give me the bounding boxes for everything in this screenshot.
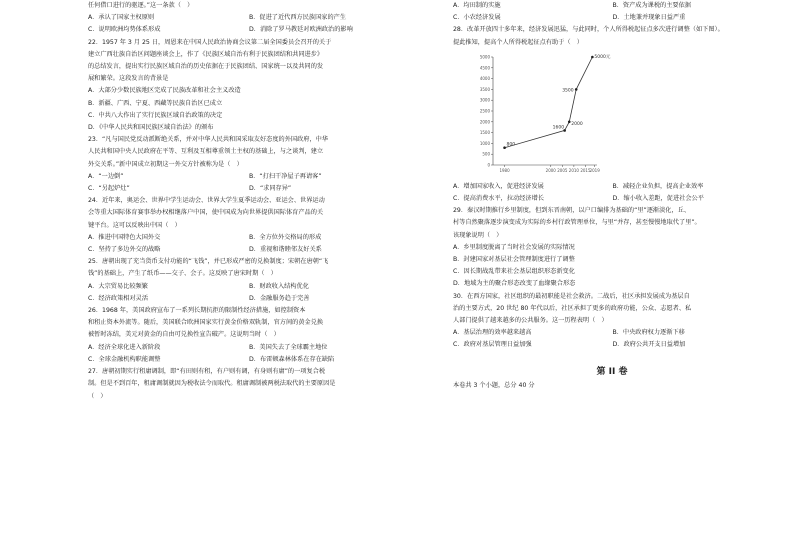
option-d: D．金融服务趋于完善 bbox=[249, 294, 310, 302]
question-29-option: D．地域为主的聚合形态改变了血缘聚合形态 bbox=[453, 280, 576, 288]
question-25-line: 25．唐朝出现了充当货币支付功能的“飞钱”，并已形成严密的兑换制度；宋朝在唐朝“飞 bbox=[88, 258, 329, 266]
question-22-option: C．中共八大作出了实行民族区域自治政策的决定 bbox=[88, 111, 223, 119]
question-30-options-2 bbox=[453, 339, 771, 351]
option-d: D．土地兼并现象日益严重 bbox=[612, 14, 686, 22]
question-28-options bbox=[453, 181, 771, 193]
question-21-options bbox=[88, 12, 410, 24]
question-29-option: B．封建国家对基层社会管理制度进行了调整 bbox=[453, 256, 575, 264]
question-23-options-2 bbox=[88, 183, 410, 195]
y-tick-label: 2500 bbox=[479, 108, 490, 114]
data-point bbox=[503, 146, 506, 149]
question-21-stem: 任何借口进行的驱逐。”这一条款（ ） bbox=[88, 2, 194, 9]
option-b: B．全方位外交格局的形成 bbox=[249, 233, 322, 241]
question-27-options-2 bbox=[453, 12, 771, 24]
question-27-line: 制。但是不到百年，租庸调制就因为税收法令而取代。租庸调制被两税法取代的主要原因是 bbox=[88, 380, 336, 388]
question-24-line: 24．近年来，奥运会、世界中学生运动会、世界大学生夏季运动会、亚运会、世界运动 bbox=[88, 197, 325, 205]
section-title: 第 II 卷 bbox=[596, 366, 628, 377]
option-b: B．“打扫干净屋子再请客” bbox=[249, 172, 322, 180]
data-label: 1600 bbox=[552, 125, 565, 131]
option-a: A．均田制的实施 bbox=[453, 2, 501, 9]
option-c: C．坚持了多边外交的战略 bbox=[88, 246, 161, 254]
question-29-option: C．因长期战乱带来社会基层组织形态新变化 bbox=[453, 268, 575, 276]
question-22-option: B．新疆、广西、宁夏、西藏等民族自治区已成立 bbox=[88, 99, 223, 107]
option-c: C．“另起炉灶” bbox=[88, 185, 130, 193]
option-c: C．提高消费水平，拉动经济增长 bbox=[453, 195, 544, 203]
question-29-option: A．乡里制度脱离了当时社会发展的实际情况 bbox=[453, 243, 575, 251]
option-b: B．促进了近代西方民族国家的产生 bbox=[249, 14, 347, 22]
tax-threshold-chart bbox=[453, 49, 771, 181]
question-24-options-2 bbox=[88, 244, 410, 256]
option-c: C．说明欧洲均势体系形成 bbox=[88, 26, 161, 34]
question-22-line: 展和繁荣。这段发言的背景是 bbox=[88, 75, 169, 83]
question-26-line: 26．1968 年，美国政府宣布了一系列长期抗拒的限制性经济措施，如控制资本 bbox=[88, 307, 306, 315]
option-d: D．消除了罗马教廷对欧洲政治的影响 bbox=[249, 26, 353, 34]
data-label: 3500 bbox=[562, 88, 574, 94]
question-30-line: 治的主要方式，20 世纪 80 年代以后，社区承担了更多的政府功能，公众、志愿者、私 bbox=[453, 304, 692, 312]
option-c: C．全球金融机构职能调整 bbox=[88, 355, 161, 363]
question-27-line: 27．唐朝初期实行租庸调制，即“有田则有租，有户则有调，有身则有庸”的一项复合税 bbox=[88, 368, 326, 376]
option-c: C．经济政策相对灵活 bbox=[88, 294, 149, 302]
option-d: D．布雷顿森林体系在存在缺陷 bbox=[249, 355, 335, 363]
option-b: B．中央政府权力逐渐下移 bbox=[612, 329, 685, 337]
option-d: D．“求同存异” bbox=[249, 185, 292, 193]
question-23-line: 人民共和国中央人民政府在平等、互利及互相尊重领土主权的基础上，与之谈判，建立 bbox=[88, 148, 324, 156]
y-tick-label: 4000 bbox=[479, 75, 490, 81]
left-column bbox=[88, 0, 410, 403]
y-tick-label: 3500 bbox=[479, 86, 490, 92]
y-tick-label: 5000 bbox=[479, 54, 490, 60]
question-24-line: 键平台。这可以反映出中国（ ） bbox=[88, 221, 181, 229]
option-d: D．缩小收入差距，促进社会公平 bbox=[612, 195, 704, 203]
question-30-line: 30．在西方国家，社区组织的最初职能是社会救济。二战后，社区承担发展成为基层自 bbox=[453, 292, 690, 300]
data-point bbox=[568, 120, 571, 123]
question-28-line: 28．改革开放四十多年来，经济发展迅猛，与此同时，个人所得税起征点多次进行调整（如下图）。 bbox=[453, 26, 724, 34]
question-28-options-2 bbox=[453, 193, 771, 205]
option-c: C．小农经济发展 bbox=[453, 14, 501, 22]
question-29-line: 该现象说明（ ） bbox=[453, 231, 503, 239]
option-a: A．推进中国特色大国外交 bbox=[88, 233, 161, 241]
option-c: C．政府对基层管理日益加强 bbox=[453, 341, 532, 349]
option-d: D．政府公共开支日益增加 bbox=[612, 341, 686, 349]
y-tick-label: 1000 bbox=[479, 140, 490, 146]
question-27-options bbox=[453, 0, 771, 12]
section-note: 本卷共 3 个小题，总分 40 分 bbox=[453, 381, 535, 389]
question-25-options-2 bbox=[88, 293, 410, 305]
question-22-option: A．大部分少数民族地区完成了民族改革和社会主义改造 bbox=[88, 87, 241, 95]
question-30-options bbox=[453, 327, 771, 339]
question-24-line: 会等重大国际体育赛事举办权相继落户中国，使中国成为向世界提供国际体育产品的关 bbox=[88, 209, 324, 217]
option-a: A．“一边倒” bbox=[88, 172, 124, 180]
option-b: B．减轻企业负担，提高企业效率 bbox=[612, 182, 704, 190]
x-tick-label: 2000 bbox=[545, 167, 556, 173]
x-tick-label: 2015 bbox=[580, 167, 591, 173]
question-22-line: 的总结发言，提出实行民族区域自治的历史依据在于民族团结、国家统一以及共同的发 bbox=[88, 63, 324, 71]
data-label: 800 bbox=[506, 142, 516, 148]
question-23-line: 23．“凡与国民党反动派断绝关系，并对中华人民共和国采取友好态度的外国政府，中华 bbox=[88, 136, 329, 144]
chart-svg bbox=[473, 51, 611, 179]
option-d: D．重视和谐睦邻友好关系 bbox=[249, 246, 322, 254]
question-25-options bbox=[88, 281, 410, 293]
question-22-option: D．《中华人民共和国民族区域自治法》的颁布 bbox=[88, 124, 214, 132]
x-tick-label: 1980 bbox=[499, 167, 510, 173]
question-26-options bbox=[88, 342, 410, 354]
option-b: B．资产成为课税的主要依据 bbox=[612, 2, 691, 9]
x-tick-label: 2005 bbox=[557, 167, 568, 173]
x-tick-label: 2010 bbox=[568, 167, 579, 173]
option-b: B．美国失去了全球霸主地位 bbox=[249, 343, 328, 351]
question-23-options bbox=[88, 171, 410, 183]
series-line bbox=[505, 57, 593, 148]
question-22-line: 22．1957 年 3 月 25 日，周恩来在中国人民政治协商会议第二届全国委员会召开的关于 bbox=[88, 38, 332, 46]
data-label: 5000元 bbox=[594, 54, 611, 60]
option-a: A．承认了国家主权原则 bbox=[88, 14, 155, 22]
question-26-line: 被暂时冻结，美元对黄金的自由可兑换性宣告破产。这说明当时（ ） bbox=[88, 331, 280, 339]
question-23-line: 外交关系。”新中国成立初期这一外交方针被称为是（ ） bbox=[88, 160, 243, 168]
data-point bbox=[575, 88, 578, 91]
y-tick-label: 4500 bbox=[479, 65, 490, 71]
option-a: A．基层治理的效率越来越高 bbox=[453, 329, 532, 337]
y-tick-label: 2000 bbox=[479, 119, 490, 125]
x-tick-label: 2019 bbox=[589, 167, 600, 173]
option-a: A．经济全球化进入新阶段 bbox=[88, 343, 161, 351]
question-29-line: 29．秦汉时期推行乡里制度，但到东晋南朝，以户口编排为基础的“里”逐渐淡化，丘、 bbox=[453, 207, 691, 215]
y-tick-label: 0 bbox=[487, 162, 490, 168]
question-29-line: 村等自然聚落逐步演变成为实际的乡村行政管理单位，与里“并存，甚至慢慢地取代了里”。 bbox=[453, 219, 701, 227]
question-22-line: 建立广西壮族自治区问题座谈会上，作了《民族区域自治有利于民族团结和共同进步》 bbox=[88, 50, 324, 58]
question-25-line: 钱”的基础上，产生了纸币——交子、会子。这反映了唐宋时期（ ） bbox=[88, 270, 277, 278]
option-a: A．增加国家收入，促进经济发展 bbox=[453, 182, 544, 190]
question-24-options bbox=[88, 232, 410, 244]
y-tick-label: 500 bbox=[482, 151, 490, 157]
question-26-line: 和租止资本外流等。随后，美国联合欧洲国家实行黄金价格双轨制，官方间的黄金兑换 bbox=[88, 319, 324, 327]
right-column bbox=[453, 0, 771, 392]
question-21-options-2 bbox=[88, 24, 410, 36]
question-26-options-2 bbox=[88, 354, 410, 366]
question-30-line: 人部门提供了越来越多的公共服务。这一历程表明（ ） bbox=[453, 317, 608, 325]
option-a: A．大宗贸易比较频繁 bbox=[88, 282, 148, 290]
data-point bbox=[591, 56, 594, 59]
question-28-line: 提此推知，提高个人所得税起征点有助于（ ） bbox=[453, 38, 583, 46]
question-27-line: （ ） bbox=[88, 392, 107, 400]
y-tick-label: 3000 bbox=[479, 97, 490, 103]
y-tick-label: 1500 bbox=[479, 129, 490, 135]
data-label: 2000 bbox=[571, 121, 583, 127]
option-b: B．财政收入结构优化 bbox=[249, 282, 309, 290]
